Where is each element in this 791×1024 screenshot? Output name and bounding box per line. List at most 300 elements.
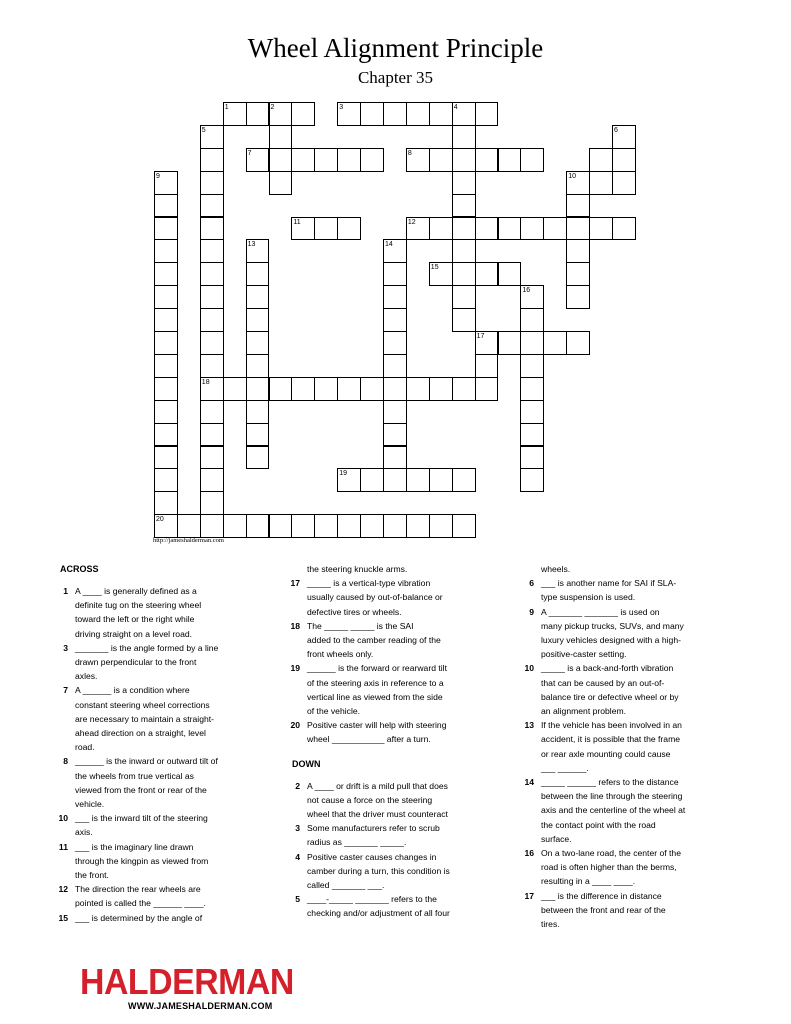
- clue-line: of the steering axis in reference to a: [307, 677, 444, 688]
- clue-number: 15: [58, 912, 68, 923]
- clue-line: an alignment problem.: [541, 706, 627, 717]
- grid-cell[interactable]: [498, 217, 522, 241]
- grid-cell[interactable]: [383, 514, 407, 538]
- grid-cell[interactable]: [200, 331, 224, 355]
- clue-line: usually caused by out-of-balance or: [307, 592, 443, 603]
- grid-clue-number: 20: [156, 516, 164, 524]
- clue-number: 8: [63, 756, 68, 767]
- grid-cell[interactable]: [223, 377, 247, 401]
- clue-line: the contact point with the road: [541, 819, 656, 830]
- clue-number: 17: [524, 890, 534, 901]
- clue-number: 9: [529, 606, 534, 617]
- grid-cell[interactable]: [566, 194, 590, 218]
- grid-cell[interactable]: [200, 262, 224, 286]
- clue-line: toward the left or the right while: [75, 614, 195, 625]
- clue-line: Positive caster will help with steering: [307, 720, 447, 731]
- grid-cell[interactable]: [429, 148, 453, 172]
- clue-number: 20: [290, 720, 300, 731]
- clue-item: [56, 754, 226, 811]
- clue-line: definite tug on the steering wheel: [75, 600, 202, 611]
- clue-line: positive-caster setting.: [541, 649, 627, 660]
- clue-line: the steering knuckle arms.: [307, 564, 408, 574]
- grid-cell[interactable]: [154, 171, 178, 195]
- down-clue-list: [288, 779, 464, 921]
- clue-line: A ____ or drift is a mild pull that does: [307, 780, 448, 791]
- grid-cell[interactable]: [520, 308, 544, 332]
- clue-line: the front.: [75, 870, 109, 881]
- clue-number: 16: [524, 848, 534, 859]
- clue-line: front wheels only.: [307, 649, 374, 660]
- clue-number: 10: [524, 663, 534, 674]
- grid-cell[interactable]: [200, 491, 224, 515]
- clue-item: [56, 811, 226, 839]
- grid-cell[interactable]: [200, 423, 224, 447]
- clue-line: ___ is determined by the angle of: [75, 912, 203, 923]
- grid-cell[interactable]: [154, 491, 178, 515]
- clue-line: The direction the rear wheels are: [75, 884, 201, 895]
- grid-cell[interactable]: [383, 102, 407, 126]
- grid-cell[interactable]: [406, 468, 430, 492]
- grid-cell[interactable]: [452, 194, 476, 218]
- grid-cell[interactable]: [543, 331, 567, 355]
- grid-cell[interactable]: [200, 285, 224, 309]
- grid-cell[interactable]: [452, 148, 476, 172]
- clue-line: ___ is the inward tilt of the steering: [75, 813, 208, 824]
- grid-cell[interactable]: [452, 308, 476, 332]
- grid-cell[interactable]: [383, 308, 407, 332]
- grid-cell[interactable]: [383, 239, 407, 263]
- clue-number: 19: [290, 663, 300, 674]
- grid-cell[interactable]: [337, 148, 361, 172]
- grid-cell[interactable]: [246, 308, 270, 332]
- grid-clue-number: 13: [247, 241, 256, 249]
- clue-line: or rear axle mounting could cause: [541, 748, 671, 759]
- grid-cell[interactable]: [337, 377, 361, 401]
- grid-clue-number: 8: [407, 149, 412, 157]
- grid-cell[interactable]: [543, 217, 567, 241]
- grid-cell[interactable]: [520, 354, 544, 378]
- grid-cell[interactable]: [314, 217, 338, 241]
- grid-cell[interactable]: [406, 217, 430, 241]
- clue-item: [522, 718, 707, 775]
- grid-cell[interactable]: [154, 400, 178, 424]
- grid-cell[interactable]: [520, 377, 544, 401]
- clue-line: If the vehicle has been involved in an: [541, 720, 682, 731]
- clue-line: ___ ______.: [541, 762, 589, 773]
- grid-cell[interactable]: [475, 217, 499, 241]
- grid-cell[interactable]: [314, 148, 338, 172]
- grid-cell[interactable]: [246, 354, 270, 378]
- grid-clue-number: 14: [385, 241, 393, 249]
- grid-cell[interactable]: [269, 125, 293, 149]
- grid-cell[interactable]: [246, 331, 270, 355]
- grid-clue-number: 6: [614, 126, 618, 134]
- grid-cell[interactable]: [498, 262, 522, 286]
- grid-clue-number: 5: [201, 126, 206, 134]
- clue-number: 7: [63, 685, 68, 696]
- grid-cell[interactable]: [360, 102, 384, 126]
- grid-cell[interactable]: [498, 148, 522, 172]
- clue-line: ____-_____ _______ refers to the: [307, 894, 437, 905]
- clue-line: Some manufacturers refer to scrub: [307, 823, 440, 834]
- grid-clue-number: 10: [568, 172, 576, 180]
- clue-line: _____ ______ refers to the distance: [541, 777, 679, 788]
- grid-cell[interactable]: [383, 262, 407, 286]
- site-url: http://jameshalderman.com: [153, 537, 224, 544]
- grid-cell[interactable]: [383, 400, 407, 424]
- grid-clue-number: 12: [407, 218, 416, 226]
- grid-cell[interactable]: [360, 468, 384, 492]
- grid-cell[interactable]: [452, 239, 476, 263]
- grid-cell[interactable]: [429, 468, 453, 492]
- grid-cell[interactable]: [475, 102, 499, 126]
- grid-cell[interactable]: [612, 217, 636, 241]
- clue-number: 3: [295, 823, 300, 834]
- grid-cell[interactable]: [337, 217, 361, 241]
- across-clue-list-2: [288, 576, 464, 746]
- clue-number: 14: [524, 777, 534, 788]
- grid-clue-number: 4: [453, 104, 458, 111]
- grid-cell[interactable]: [269, 148, 293, 172]
- grid-cell[interactable]: [154, 285, 178, 309]
- clue-line: ___ is the imaginary line drawn: [75, 841, 194, 852]
- grid-cell[interactable]: [566, 239, 590, 263]
- clue-line: called _______ ___.: [307, 880, 385, 891]
- grid-cell[interactable]: [383, 285, 407, 309]
- down-clue-continuation: [522, 562, 707, 576]
- clue-line: driving straight on a level road.: [75, 628, 193, 639]
- grid-cell[interactable]: [223, 102, 247, 126]
- grid-cell[interactable]: [475, 354, 499, 378]
- clue-line: through the kingpin as viewed from: [75, 855, 209, 866]
- clue-line: axis and the centerline of the wheel at: [541, 805, 686, 816]
- clue-line: balance tire or defective wheel or by: [541, 691, 679, 702]
- grid-cell[interactable]: [200, 468, 224, 492]
- clue-line: vehicle.: [75, 799, 105, 810]
- clue-line: viewed from the front or rear of the: [75, 784, 207, 795]
- clue-item: [56, 840, 226, 883]
- clue-line: between the front and rear of the: [541, 904, 666, 915]
- clue-line: many pickup trucks, SUVs, and many: [541, 620, 684, 631]
- grid-cell[interactable]: [452, 514, 476, 538]
- grid-cell[interactable]: [566, 171, 590, 195]
- grid-cell[interactable]: [291, 102, 315, 126]
- grid-cell[interactable]: [429, 377, 453, 401]
- clue-line: luxury vehicles designed with a high-: [541, 635, 681, 646]
- page-title: Wheel Alignment Principle: [247, 33, 544, 63]
- logo-brand: HALDERMAN: [80, 961, 294, 1002]
- grid-cell[interactable]: [154, 468, 178, 492]
- grid-cell[interactable]: [360, 377, 384, 401]
- grid-cell[interactable]: [246, 514, 270, 538]
- grid-cell[interactable]: [246, 262, 270, 286]
- clue-number: 6: [529, 578, 534, 589]
- grid-cell[interactable]: [337, 102, 361, 126]
- clue-number: 2: [295, 780, 300, 791]
- grid-cell[interactable]: [520, 468, 544, 492]
- grid-cell[interactable]: [337, 468, 361, 492]
- grid-clue-number: 11: [293, 218, 301, 226]
- grid-cell[interactable]: [383, 377, 407, 401]
- grid-cell[interactable]: [429, 514, 453, 538]
- grid-cell[interactable]: [406, 102, 430, 126]
- clue-item: [288, 576, 464, 619]
- grid-cell[interactable]: [612, 125, 636, 149]
- clue-number: 17: [290, 578, 300, 589]
- grid-cell[interactable]: [200, 354, 224, 378]
- grid-cell[interactable]: [154, 308, 178, 332]
- grid-cell[interactable]: [452, 102, 476, 126]
- grid-cell[interactable]: [177, 514, 201, 538]
- grid-cell[interactable]: [291, 377, 315, 401]
- grid-clue-number: 17: [476, 333, 485, 340]
- grid-cell[interactable]: [475, 331, 499, 355]
- grid-cell[interactable]: [589, 148, 613, 172]
- grid-cell[interactable]: [612, 148, 636, 172]
- clue-line: not cause a force on the steering: [307, 794, 433, 805]
- grid-cell[interactable]: [154, 194, 178, 218]
- grid-cell[interactable]: [200, 194, 224, 218]
- grid-cell[interactable]: [383, 446, 407, 470]
- across-clue-list: [56, 584, 226, 925]
- clue-number: 5: [295, 894, 300, 905]
- clue-item: [56, 641, 226, 684]
- clue-line: A ____ is generally defined as a: [75, 586, 197, 596]
- clue-item: [56, 911, 226, 925]
- clue-number: 3: [63, 642, 68, 653]
- grid-cell[interactable]: [154, 514, 178, 538]
- clue-number: 18: [290, 620, 300, 631]
- clue-line: wheel that the driver must counteract: [307, 809, 448, 820]
- grid-cell[interactable]: [200, 446, 224, 470]
- grid-cell[interactable]: [200, 148, 224, 172]
- clue-line: On a two-lane road, the center of the: [541, 848, 681, 859]
- grid-cell[interactable]: [429, 102, 453, 126]
- grid-cell[interactable]: [383, 354, 407, 378]
- clue-line: radius as _______ _____.: [307, 837, 407, 848]
- clue-line: wheel ___________ after a turn.: [307, 734, 431, 745]
- clue-item: [522, 576, 707, 604]
- grid-cell[interactable]: [246, 446, 270, 470]
- grid-cell[interactable]: [200, 400, 224, 424]
- grid-cell[interactable]: [291, 148, 315, 172]
- down-heading: DOWN: [292, 758, 321, 769]
- grid-cell[interactable]: [452, 217, 476, 241]
- clue-line: axles.: [75, 671, 98, 682]
- grid-cell[interactable]: [200, 514, 224, 538]
- grid-cell[interactable]: [406, 377, 430, 401]
- clue-line: are necessary to maintain a straight-: [75, 713, 214, 724]
- clue-line: vertical line as viewed from the side: [307, 691, 443, 702]
- clue-item: [56, 683, 226, 754]
- grid-cell[interactable]: [360, 148, 384, 172]
- grid-cell[interactable]: [475, 262, 499, 286]
- clue-line: drawn perpendicular to the front: [75, 657, 197, 668]
- across-heading: ACROSS: [60, 564, 99, 574]
- grid-cell[interactable]: [269, 514, 293, 538]
- grid-cell[interactable]: [589, 217, 613, 241]
- grid-cell[interactable]: [520, 400, 544, 424]
- clue-line: A _______ _______ is used on: [541, 606, 660, 617]
- clue-line: _____ is a back-and-forth vibration: [541, 663, 674, 674]
- clue-item: [522, 846, 707, 889]
- clue-line: wheels.: [541, 564, 571, 574]
- clue-line: camber during a turn, this condition is: [307, 865, 450, 876]
- grid-cell[interactable]: [154, 239, 178, 263]
- grid-cell[interactable]: [360, 514, 384, 538]
- clue-line: defective tires or wheels.: [307, 606, 402, 617]
- grid-clue-number: 3: [339, 104, 344, 111]
- clue-line: _____ is a vertical-type vibration: [307, 578, 431, 589]
- grid-clue-number: 16: [522, 287, 531, 295]
- clue-line: The _____ _____ is the SAI: [307, 620, 414, 631]
- clue-item: [288, 718, 464, 746]
- grid-cell[interactable]: [154, 446, 178, 470]
- grid-cell[interactable]: [566, 262, 590, 286]
- clue-number: 13: [524, 720, 534, 731]
- grid-cell[interactable]: [520, 217, 544, 241]
- grid-cell[interactable]: [452, 468, 476, 492]
- clue-line: ahead direction on a straight, level: [75, 728, 206, 739]
- clue-line: A ______ is a condition where: [75, 685, 190, 696]
- grid-cell[interactable]: [520, 423, 544, 447]
- clue-item: [288, 779, 464, 822]
- clue-number: 4: [295, 851, 300, 862]
- grid-cell[interactable]: [200, 239, 224, 263]
- logo-url: WWW.JAMESHALDERMAN.COM: [128, 1001, 273, 1011]
- grid-cell[interactable]: [452, 262, 476, 286]
- grid-cell[interactable]: [383, 423, 407, 447]
- grid-cell[interactable]: [612, 171, 636, 195]
- clue-line: ______ is the inward or outward tilt of: [75, 756, 218, 767]
- grid-cell[interactable]: [269, 171, 293, 195]
- grid-cell[interactable]: [383, 468, 407, 492]
- grid-cell[interactable]: [269, 377, 293, 401]
- clue-line: checking and/or adjustment of all four: [307, 908, 450, 919]
- grid-cell[interactable]: [154, 217, 178, 241]
- grid-cell[interactable]: [406, 514, 430, 538]
- grid-cell[interactable]: [246, 377, 270, 401]
- grid-cell[interactable]: [154, 262, 178, 286]
- grid-cell[interactable]: [223, 514, 247, 538]
- clue-line: road is often higher than the berms,: [541, 862, 677, 873]
- grid-cell[interactable]: [200, 217, 224, 241]
- grid-cell[interactable]: [498, 331, 522, 355]
- clue-line: _______ is the angle formed by a line: [75, 642, 219, 653]
- grid-cell[interactable]: [200, 125, 224, 149]
- grid-cell[interactable]: [383, 331, 407, 355]
- clues-column-2: [288, 562, 464, 921]
- grid-cell[interactable]: [520, 331, 544, 355]
- grid-cell[interactable]: [475, 148, 499, 172]
- grid-clue-number: 2: [270, 104, 275, 111]
- clue-item: [56, 584, 226, 641]
- grid-cell[interactable]: [520, 148, 544, 172]
- clue-line: between the line through the steering: [541, 791, 683, 802]
- grid-cell[interactable]: [246, 239, 270, 263]
- clue-item: [522, 775, 707, 846]
- grid-cell[interactable]: [246, 400, 270, 424]
- grid-cell[interactable]: [520, 446, 544, 470]
- clue-line: ___ is the difference in distance: [541, 890, 662, 901]
- clue-line: pointed is called the ______ ____.: [75, 898, 206, 909]
- grid-cell[interactable]: [269, 102, 293, 126]
- clue-line: tires.: [541, 919, 560, 930]
- halderman-logo: [80, 961, 294, 1014]
- clue-item: [522, 889, 707, 932]
- clue-line: ___ is another name for SAI if SLA-: [541, 578, 677, 589]
- clue-number: 10: [58, 813, 68, 824]
- clue-line: surface.: [541, 833, 572, 844]
- grid-cell[interactable]: [314, 377, 338, 401]
- clue-line: ______ is the forward or rearward tilt: [307, 663, 447, 674]
- clue-line: of the vehicle.: [307, 706, 361, 717]
- clue-line: type suspension is used.: [541, 592, 636, 603]
- grid-cell[interactable]: [291, 217, 315, 241]
- grid-cell[interactable]: [452, 285, 476, 309]
- clue-line: that can be caused by an out-of-: [541, 677, 665, 688]
- grid-cell[interactable]: [566, 331, 590, 355]
- grid-cell[interactable]: [475, 377, 499, 401]
- grid-cell[interactable]: [589, 171, 613, 195]
- grid-cell[interactable]: [154, 423, 178, 447]
- grid-cell[interactable]: [246, 102, 270, 126]
- clue-line: Positive caster causes changes in: [307, 851, 437, 862]
- grid-cell[interactable]: [291, 514, 315, 538]
- clue-number: 11: [58, 841, 68, 852]
- grid-cell[interactable]: [406, 148, 430, 172]
- grid-cell[interactable]: [200, 308, 224, 332]
- grid-cell[interactable]: [200, 171, 224, 195]
- grid-cell[interactable]: [566, 217, 590, 241]
- down-clue-list-2: [522, 576, 707, 931]
- grid-cell[interactable]: [520, 285, 544, 309]
- grid-cell[interactable]: [200, 377, 224, 401]
- clues-column-1: [56, 562, 226, 925]
- clue-item: [288, 850, 464, 893]
- clue-item: [56, 882, 226, 910]
- clue-line: added to the camber reading of the: [307, 635, 441, 646]
- grid-cell[interactable]: [429, 217, 453, 241]
- grid-clue-number: 19: [339, 470, 347, 478]
- clue-number: 12: [58, 884, 68, 895]
- across-clue-continuation: [288, 562, 464, 576]
- grid-cell[interactable]: [566, 285, 590, 309]
- grid-clue-number: 18: [201, 378, 210, 386]
- clue-line: accident, it is possible that the frame: [541, 734, 681, 745]
- grid-cell[interactable]: [314, 514, 338, 538]
- grid-cell[interactable]: [452, 171, 476, 195]
- clues-column-3: [522, 562, 707, 931]
- grid-cell[interactable]: [452, 125, 476, 149]
- clue-line: the wheels from true vertical as: [75, 770, 194, 781]
- clue-line: road.: [75, 742, 95, 753]
- grid-clue-number: 15: [430, 264, 439, 272]
- grid-cell[interactable]: [246, 285, 270, 309]
- grid-cell[interactable]: [154, 354, 178, 378]
- grid-cell[interactable]: [452, 377, 476, 401]
- grid-cell[interactable]: [246, 148, 270, 172]
- grid-cell[interactable]: [429, 262, 453, 286]
- grid-cell[interactable]: [337, 514, 361, 538]
- clue-item: [288, 821, 464, 849]
- grid-clue-number: 7: [247, 149, 252, 157]
- grid-cell[interactable]: [154, 331, 178, 355]
- clue-item: [288, 619, 464, 662]
- grid-cell[interactable]: [246, 423, 270, 447]
- clue-item: [288, 661, 464, 718]
- grid-cell[interactable]: [154, 377, 178, 401]
